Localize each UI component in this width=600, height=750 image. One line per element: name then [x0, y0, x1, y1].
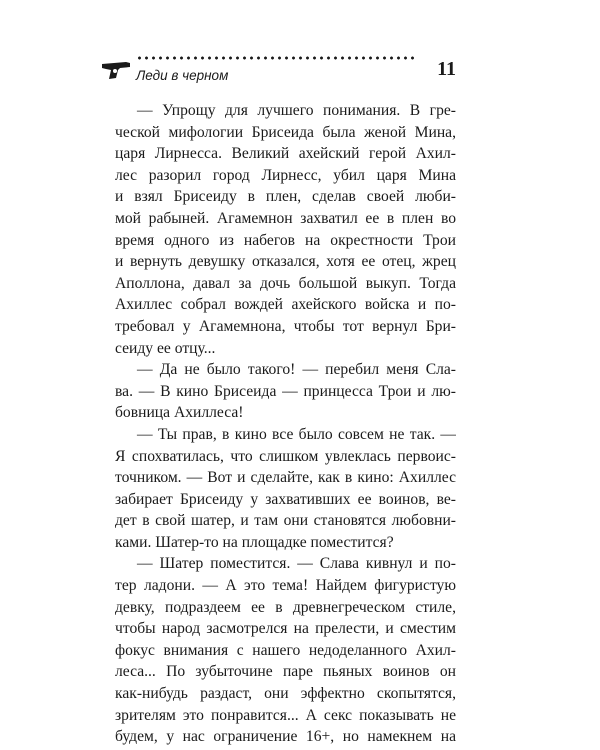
revolver-icon [100, 58, 132, 80]
text-line: зрителям это понравится... А секс показывать не [115, 706, 456, 724]
running-title: Леди в черном [136, 68, 229, 83]
header-dotted-rule [136, 56, 416, 60]
text-line: будем, у нас ограничение 16+, но намекнем на [115, 728, 456, 746]
text-line: ва. — В кино Брисеида — принцесса Трои и лю- [115, 382, 456, 400]
text-line: Я спохватилась, что слишком увлеклась первоис- [115, 447, 456, 465]
body-text [115, 100, 456, 748]
text-line: Ахиллес собрал вождей ахейского войска и по- [115, 296, 456, 314]
text-line: и взял Брисеиду в плен, сделав своей люби- [115, 188, 456, 206]
text-line: ческой мифологии Брисеида была женой Мина, [115, 123, 456, 141]
text-line: лес разорил город Лирнесс, убил царя Мина [115, 166, 456, 184]
text-line: и вернуть девушку отказался, хотя ее отец, жрец [115, 253, 456, 271]
page-header [100, 50, 456, 90]
text-line: бовница Ахиллеса! [115, 404, 244, 422]
text-line: чтобы народ засмотрелся на прелести, и сместим [115, 620, 456, 638]
text-line: — Шатер поместится. — Слава кивнул и по- [137, 555, 456, 573]
text-line: ками. Шатер-то на площадке поместится? [115, 533, 394, 551]
text-line: — Да не было такого! — перебил меня Сла- [137, 361, 456, 379]
text-line: леса... По зубыточине паре пьяных воинов он [115, 663, 456, 681]
text-line: Аполлона, давал за дочь большой выкуп. Тогда [115, 274, 456, 292]
text-line: — Упрощу для лучшего понимания. В гре- [137, 102, 456, 119]
text-line: — Ты прав, в кино все было совсем не так. — [137, 425, 456, 443]
text-line: время одного из набегов на окрестности Трои [115, 231, 456, 249]
text-line: требовал у Агамемнона, чтобы тот вернул Бри- [115, 317, 456, 335]
text-line: девку, подраздеем ее в древнегреческом стиле, [115, 598, 456, 616]
text-line: дет в свой шатер, и там они становятся любовни- [115, 512, 456, 530]
text-line: точником. — Вот и сделайте, как в кино: Ахиллес [115, 469, 456, 487]
text-line: как-нибудь раздаст, они эффектно скопытятся, [115, 685, 456, 703]
text-line: фокус внимания с нашего недоделанного Ахил- [115, 641, 456, 659]
text-line: царя Лирнесса. Великий ахейский герой Ахил- [115, 145, 456, 163]
text-line: мой рабыней. Агамемнон захватил ее в плен во [115, 209, 456, 227]
text-line: тер ладони. — А это тема! Найдем фигуристую [115, 577, 456, 595]
text-line: сеиду ее отцу... [115, 339, 216, 357]
page-number: 11 [437, 58, 456, 80]
text-line: забирает Брисеиду у захвативших ее воинов, ве- [115, 490, 456, 508]
